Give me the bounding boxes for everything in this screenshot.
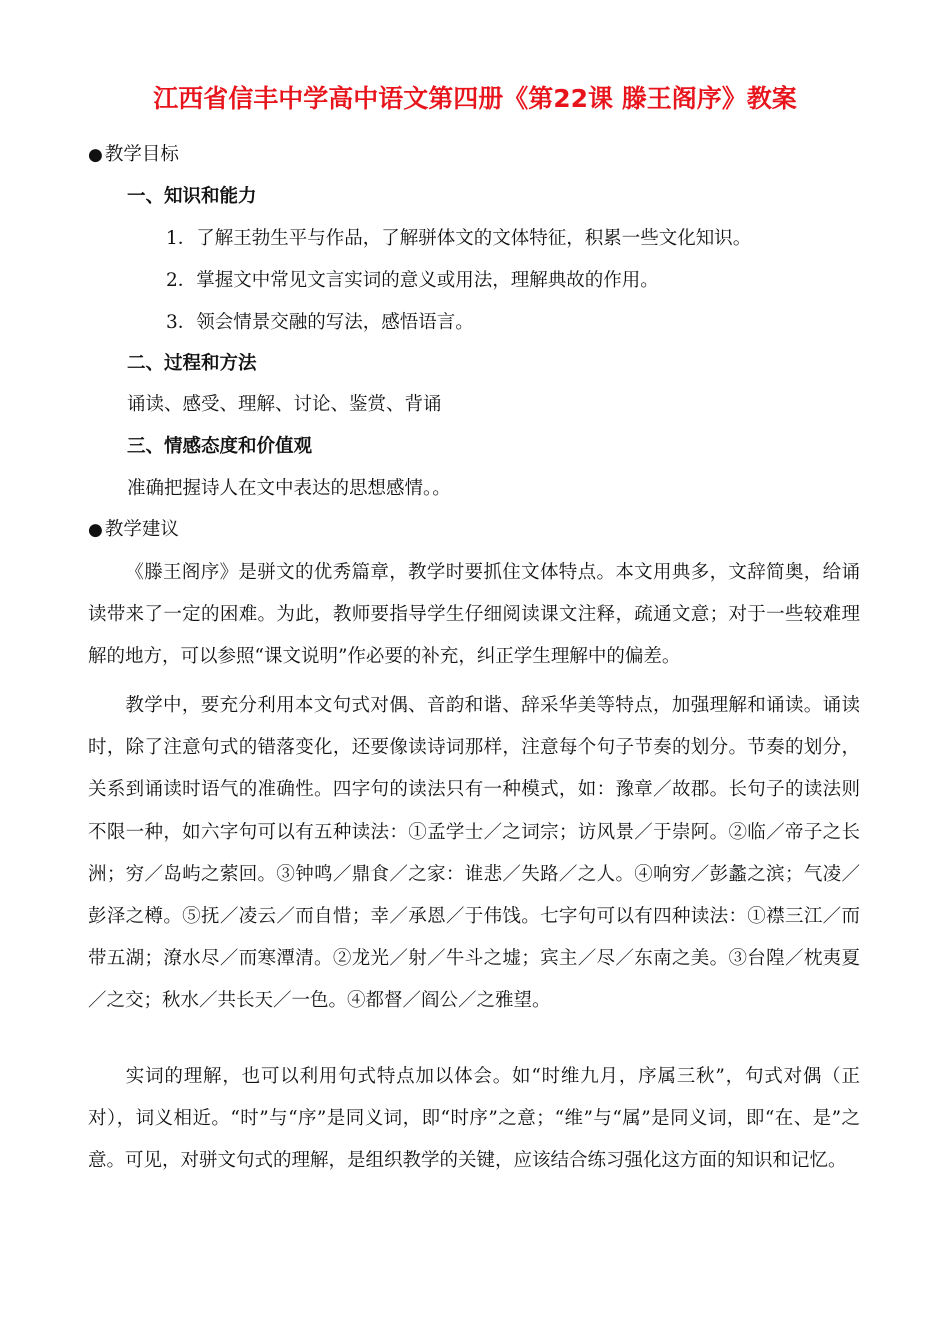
attitude-text: 准确把握诗人在文中表达的思想感情。。 — [127, 478, 451, 499]
paragraph — [88, 1056, 860, 1183]
subsection-heading-process: 二、过程和方法 — [127, 353, 257, 374]
section-heading-text: 教学目标 — [104, 144, 179, 165]
paragraph-text: 《滕王阁序》是骈文的优秀篇章，教学时要抓住文体特点。本文用典多，文辞简奥，给诵读带来了一定的困难。为此，教师要指导学生仔细阅读课文注释，疏通文意；对于一些较难理解的地方，可以参照“课文说明”作必要的补充，纠正学生理解中的偏差。 — [88, 562, 860, 668]
list-item: 1．了解王勃生平与作品，了解骈体文的文体特征，积累一些文化知识。 — [166, 228, 752, 249]
subsection-heading-attitude: 三、情感态度和价值观 — [127, 436, 313, 457]
bullet-icon: ● — [88, 145, 103, 165]
list-item: 2．掌握文中常见文言实词的意义或用法，理解典故的作用。 — [166, 270, 659, 291]
bullet-icon: ● — [88, 520, 103, 540]
process-text: 诵读、感受、理解、讨论、鉴赏、背诵 — [127, 394, 442, 415]
paragraph-text: 实词的理解，也可以利用句式特点加以体会。如“时维九月，序属三秋”，句式对偶（正对），词义相近。“时”与“序”是同义词，即“时序”之意；“维”与“属”是同义词，即“在、是”之意。可见，对骈文句式的理解，是组织教学的关键，应该结合练习强化这方面的知识和记忆。 — [88, 1066, 860, 1172]
subsection-heading-knowledge: 一、知识和能力 — [127, 186, 257, 207]
paragraph — [88, 685, 860, 1023]
paragraph-text: 教学中，要充分利用本文句式对偶、音韵和谐、辞采华美等特点，加强理解和诵读。诵读时，除了注意句式的错落变化，还要像读诗词那样，注意每个句子节奏的划分。节奏的划分，关系到诵读时语气的准确性。四字句的读法只有一种模式，如：豫章／故郡。长句子的读法则不限一种，如六字句可以有五种读法：①孟学士／之词宗；访风景／于崇阿。②临／帝子之长洲；穷／岛屿之萦回。③钟鸣／鼎食／之家：谁悲／失路／之人。④响穷／彭蠡之滨；气凌／彭泽之樽。⑤抚／凌云／而自惜；幸／承恩／于伟饯。七字句可以有四种读法：①襟三江／而带五湖；潦水尽／而寒潭清。②龙光／射／牛斗之墟；宾主／尽／东南之美。③台隍／枕夷夏／之交；秋水／共长天／一色。④都督／阎公／之雅望。 — [88, 695, 860, 1012]
section-heading-suggestions — [88, 517, 179, 543]
section-heading-text: 教学建议 — [104, 519, 179, 540]
section-heading-objectives — [88, 142, 179, 168]
list-item: 3．领会情景交融的写法，感悟语言。 — [166, 312, 474, 333]
document-title: 江西省信丰中学高中语文第四册《第22课 滕王阁序》教案 — [153, 84, 797, 113]
paragraph — [88, 552, 860, 679]
